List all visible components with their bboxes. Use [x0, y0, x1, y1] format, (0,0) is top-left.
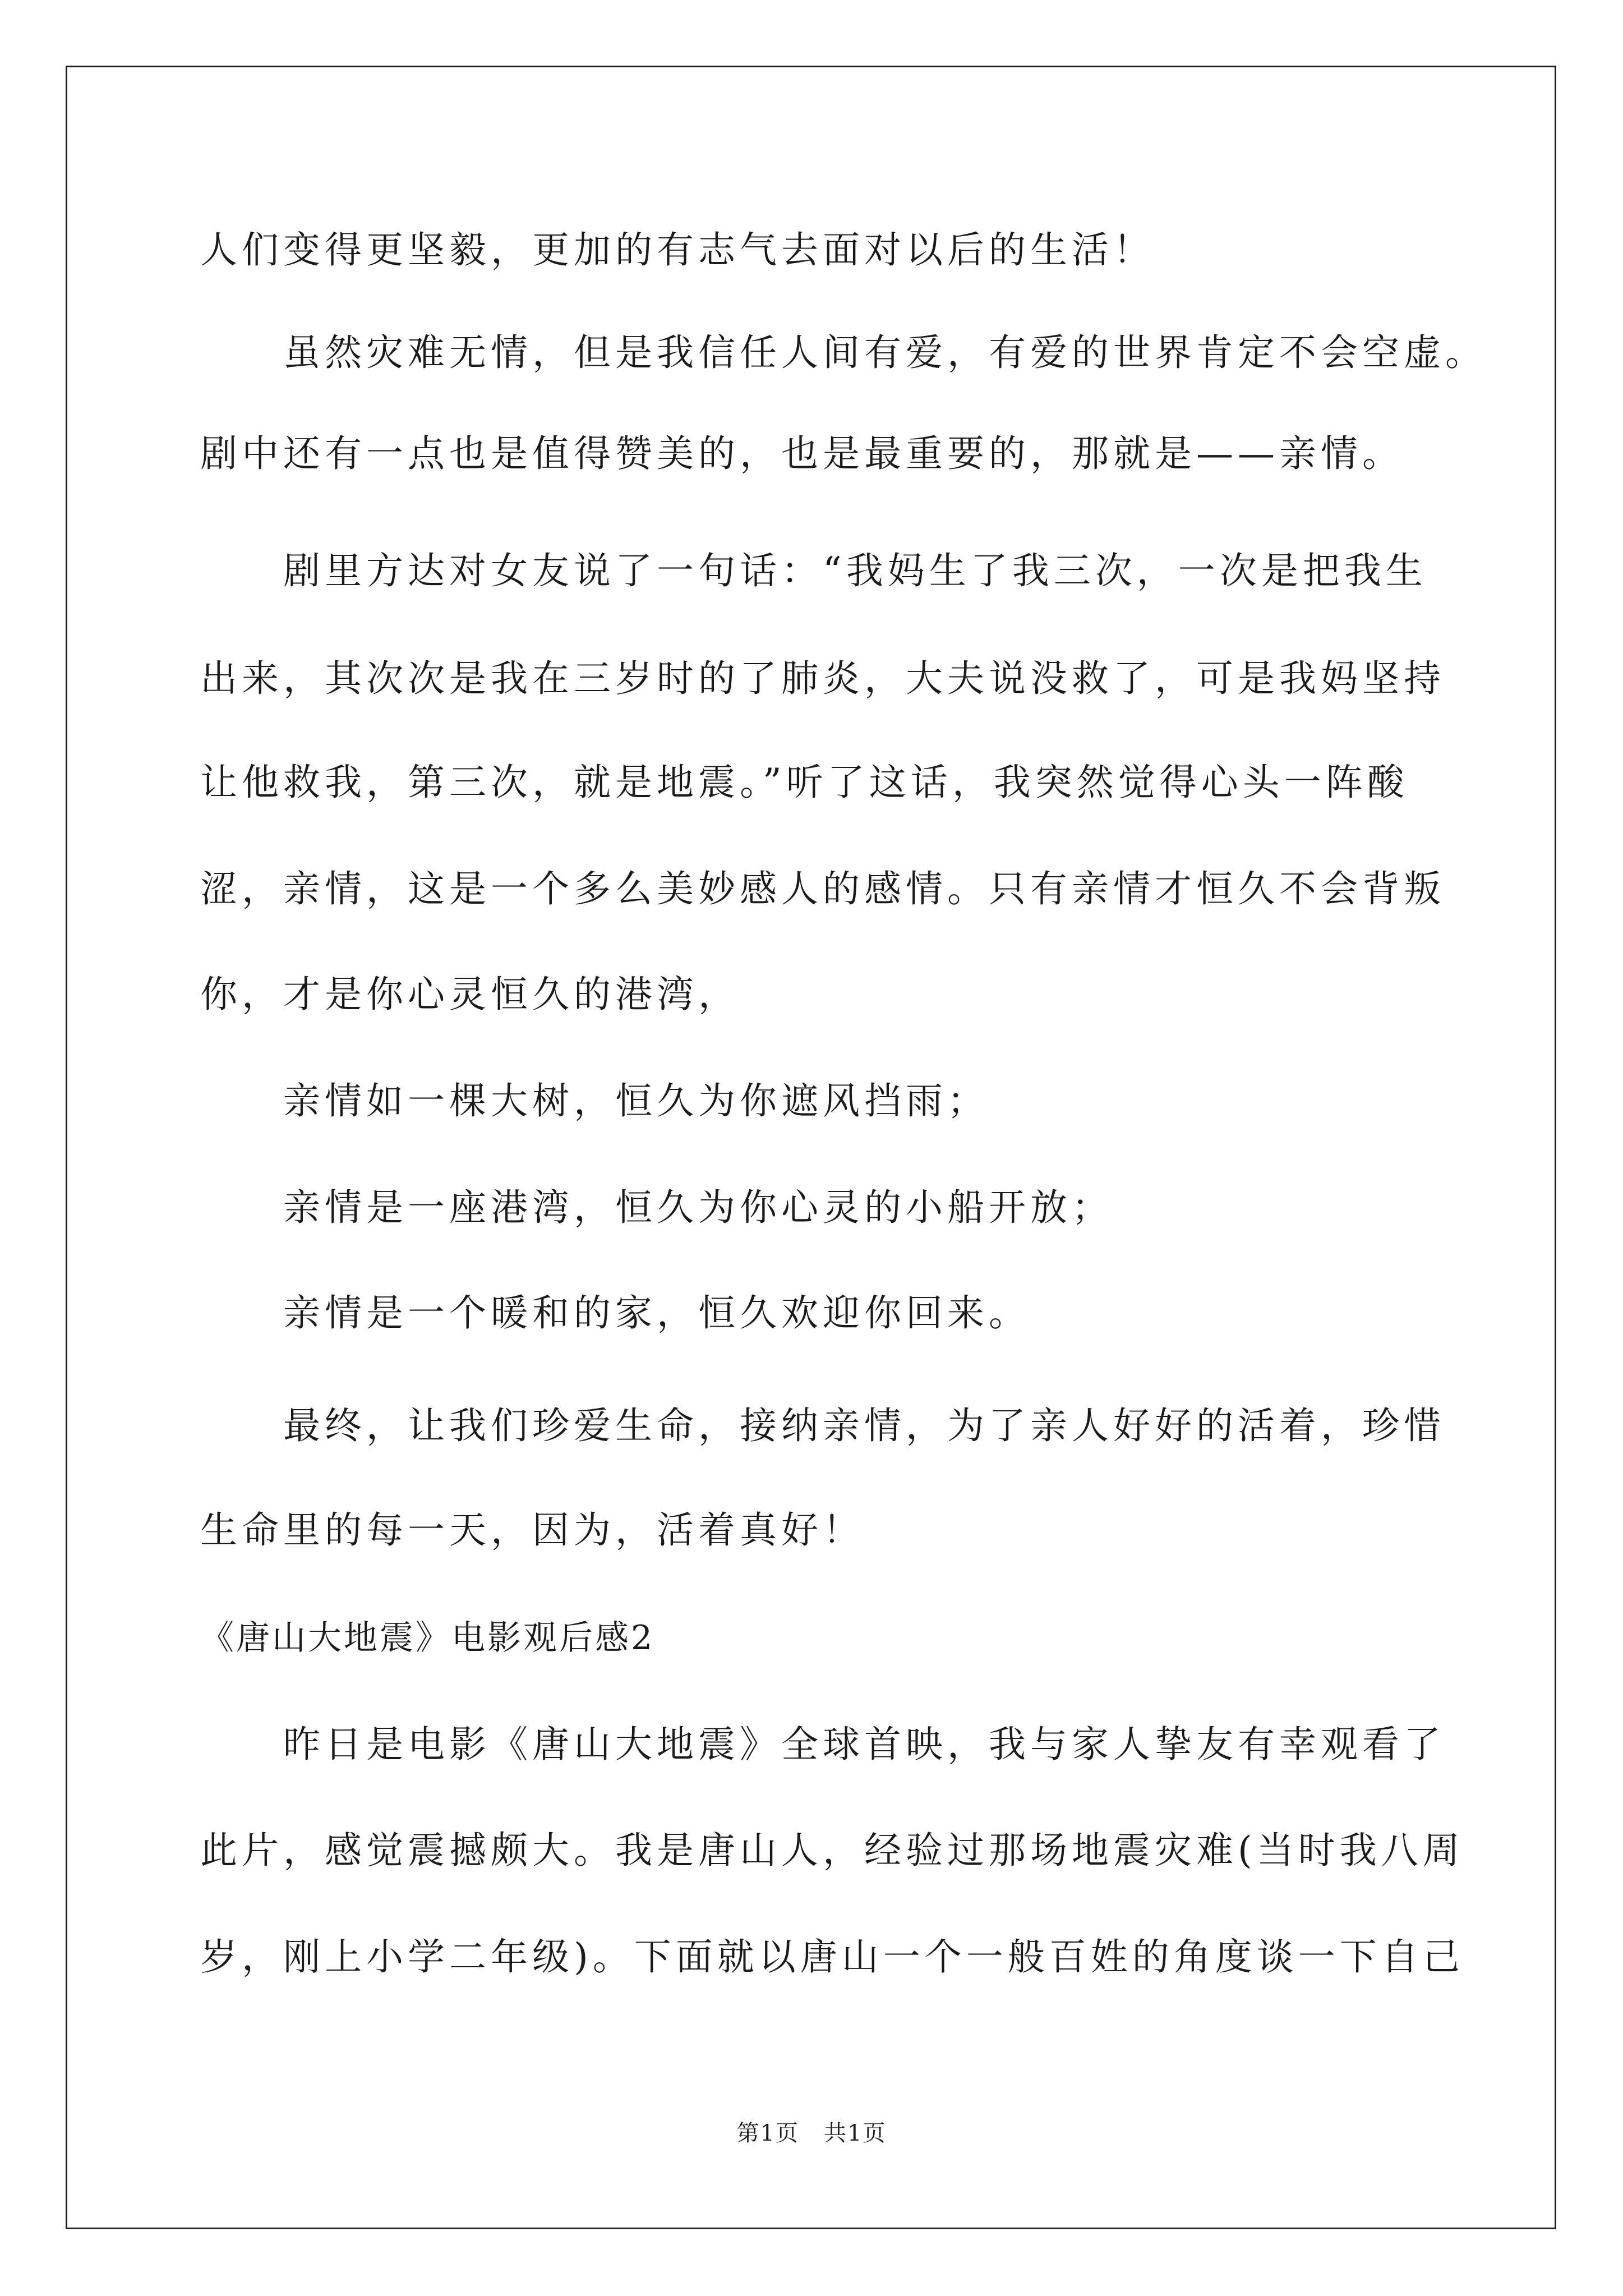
paragraph-line: 人们变得更坚毅，更加的有志气去面对以后的生活！: [200, 228, 1155, 272]
paragraph-line: 你，才是你心灵恒久的港湾，: [200, 973, 740, 1016]
paragraph-line: 虽然灾难无情，但是我信任人间有爱，有爱的世界肯定不会空虚。: [283, 331, 1487, 374]
total-pages: 共1页: [824, 2120, 887, 2146]
paragraph-line: 让他救我，第三次，就是地震。”听了这话，我突然觉得心头一阵酸: [200, 761, 1409, 804]
paragraph-line: 剧中还有一点也是值得赞美的，也是最重要的，那就是——亲情。: [200, 432, 1404, 475]
page-footer: [0, 2122, 1623, 2145]
paragraph-line: 生命里的每一天，因为，活着真好！: [200, 1508, 864, 1552]
paragraph-line: 剧里方达对女友说了一句话：“我妈生了我三次，一次是把我生: [283, 549, 1427, 592]
paragraph-line: 亲情如一棵大树，恒久为你遮风挡雨；: [283, 1079, 989, 1122]
paragraph-line: 昨日是电影《唐山大地震》全球首映，我与家人挚友有幸观看了: [283, 1723, 1445, 1766]
paragraph-line: 亲情是一座港湾，恒久为你心灵的小船开放；: [283, 1186, 1113, 1229]
paragraph-line: 涩，亲情，这是一个多么美妙感人的感情。只有亲情才恒久不会背叛: [200, 867, 1445, 910]
paragraph-line: 亲情是一个暖和的家，恒久欢迎你回来。: [283, 1291, 1030, 1335]
page-border: [66, 66, 1556, 2229]
page-number: 第1页: [736, 2120, 799, 2146]
paragraph-line: 出来，其次次是我在三岁时的了肺炎，大夫说没救了，可是我妈坚持: [200, 657, 1445, 700]
paragraph-line: 此片，感觉震撼颇大。我是唐山人，经验过那场地震灾难(当时我八周: [200, 1829, 1464, 1872]
section-heading: 《唐山大地震》电影观后感2: [200, 1618, 655, 1658]
paragraph-line: 最终，让我们珍爱生命，接纳亲情，为了亲人好好的活着，珍惜: [283, 1404, 1445, 1447]
paragraph-line: 岁，刚上小学二年级)。下面就以唐山一个一般百姓的角度谈一下自己: [200, 1935, 1464, 1978]
